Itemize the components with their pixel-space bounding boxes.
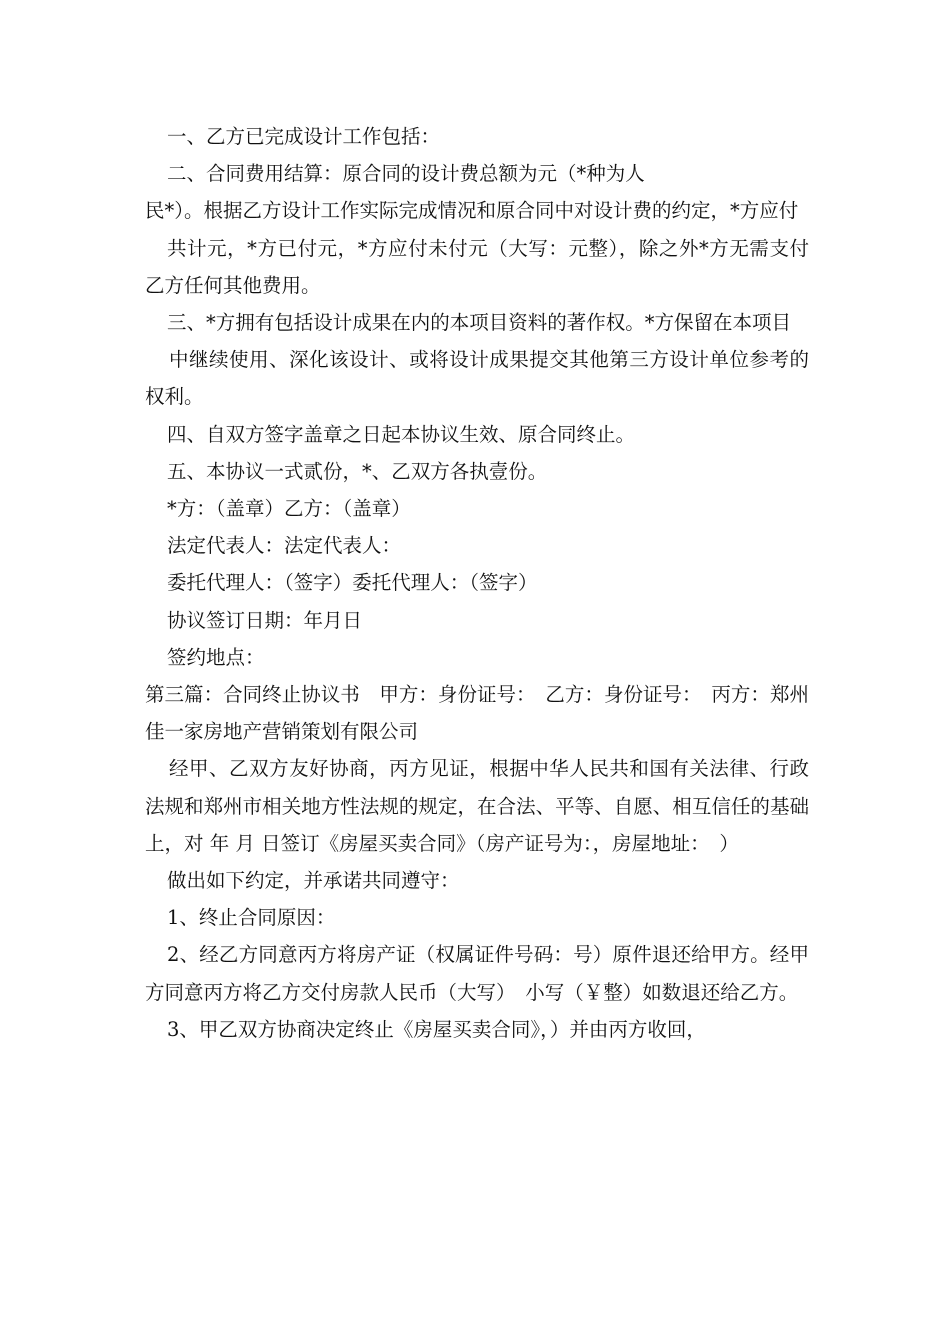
signature-seal-line: *方：（盖章）乙方：（盖章） (167, 497, 411, 521)
paragraph-copies: 五、本协议一式贰份，*、乙双方各执壹份。 (167, 459, 548, 483)
clause-3: 3、甲乙双方协商决定终止《房屋买卖合同》，）并由丙方收回， (167, 1017, 706, 1041)
paragraph-agreement: 做出如下约定，并承诺共同遵守： (167, 869, 460, 893)
paragraph-fee-basis: 民*）。根据乙方设计工作实际完成情况和原合同中对设计费的约定，*方应付 (145, 199, 799, 223)
paragraph-fee-settlement: 二、合同费用结算：原合同的设计费总额为元（*种为人 (167, 162, 645, 186)
section-heading-termination: 第三篇：合同终止协议书 甲方：身份证号： 乙方：身份证号： 丙方：郑州佳一家房地产营销策划有限公司 (145, 683, 809, 744)
clause-1: 1、终止合同原因： (167, 906, 336, 930)
paragraph-fee-total: 共计元，*方已付元，*方应付未付元（大写：元整），除之外*方无需支付乙方任何其他费用。 (145, 236, 809, 297)
signature-legal-rep-line: 法定代表人：法定代表人： (167, 534, 402, 558)
paragraph-copyright: 三、*方拥有包括设计成果在内的本项目资料的著作权。*方保留在本项目 (167, 311, 792, 335)
paragraph-effective: 四、自双方签字盖章之日起本协议生效、原合同终止。 (167, 422, 636, 446)
paragraph-usage-rights: 中继续使用、深化该设计、或将设计成果提交其他第三方设计单位参考的权利。 (145, 348, 809, 409)
paragraph-negotiation: 经甲、乙双方友好协商，丙方见证，根据中华人民共和国有关法律、行政法规和郑州市相关地方性法规的规定，在合法、平等、自愿、相互信任的基础上，对 年 月 日签订《房屋买卖合同》（房产证号为：，房屋地址： ） (145, 757, 809, 855)
clause-2: 2、经乙方同意丙方将房产证（权属证件号码：号）原件退还给甲方。经甲方同意丙方将乙方交付房款人民币（大写） 小写（￥整）如数退还给乙方。 (145, 943, 809, 1004)
document-page (145, 118, 809, 1048)
paragraph-design-work: 一、乙方已完成设计工作包括： (167, 125, 441, 148)
signing-place-line: 签约地点： (167, 645, 265, 669)
signature-agent-line: 委托代理人：（签字）委托代理人：（签字） (167, 571, 538, 595)
signing-date-line: 协议签订日期：年月日 (167, 608, 363, 632)
